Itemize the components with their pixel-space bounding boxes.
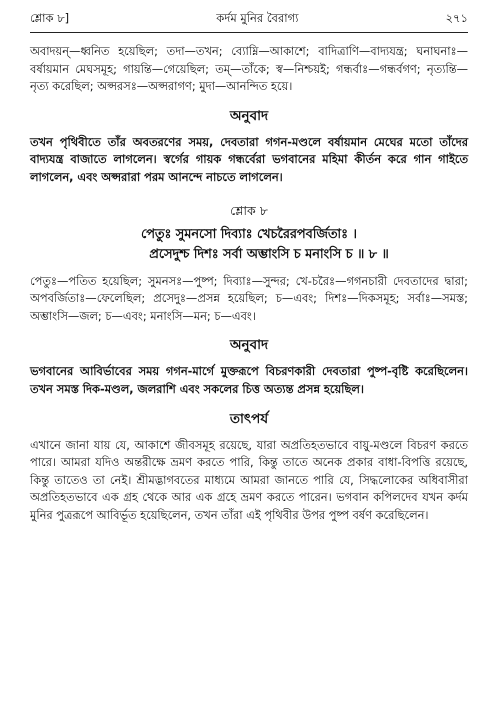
purport-text: এখানে জানা যায় যে, আকাশে জীবসমূহ রয়েছে, যারা অপ্রতিহতভাবে বায়ু-মণ্ডলে বিচরণ করতে পারে। আমরা যদিও অন্তরীক্ষে ভ্রমণ করতে পারি, কিন্তু তাতে অনেক প্রকার বাধা-বিপত্তি রয়েছে, কিন্তু তাতেও তা নেই। শ্রীমদ্ভাগবতের মাধ্যমে আমরা জানতে পারি যে, সিদ্ধলোকের অধিবাসীরা অপ্রতিহতভাবে এক গ্রহ থেকে আর এক গ্রহে ভ্রমণ করতে পারেন। ভগবান কপিলদেব যখন কর্দম মুনির পুত্ররূপে আবির্ভূত হয়েছিলেন, তখন তাঁরা এই পৃথিবীর উপর পুষ্প বর্ষণ করেছিলেন।	[30, 437, 468, 522]
word-meaning-verse: পেতুঃ—পতিত হয়েছিল; সুমনসঃ—পুষ্প; দিব্যাঃ—সুন্দর; খে-চরৈঃ—গগনচারী দেবতাদের দ্বারা; অপবর্জিতাঃ—ফেলেছিল; প্রসেদুঃ—প্রসন্ন হয়েছিল; চ—এবং; দিশঃ—দিকসমূহ; সর্বাঃ—সমস্ত; অম্ভাংসি—জল; চ—এবং; মনাংসি—মন; চ—এবং।	[30, 273, 468, 323]
verse-line-1: পেতুঃ সুমনসো দিব্যাঃ খেচরৈরপবর্জিতাঃ ।	[141, 226, 357, 242]
word-meaning-top: অবাদয়ন্—ধ্বনিত হয়েছিল; তদা—তখন; ব্যোম্নি—আকাশে; বাদিত্রাণি—বাদ্যযন্ত্র; ঘনাঘনাঃ—বর্ষায়মান মেঘসমূহ; গায়ন্তি—গেয়েছিল; তম্—তাঁকে; স্ব—নিশ্চয়ই; গন্ধর্বাঃ—গন্ধর্বগণ; নৃত্যন্তি—নৃত্য করেছিল; অপ্সরসঃ—অপ্সরাগণ; মুদা—আনন্দিত হয়ে।	[30, 44, 468, 94]
verse-heading: শ্লোক ৮	[230, 202, 268, 218]
header-verse-ref: শ্লোক ৮]	[30, 11, 70, 25]
translation-heading-2: অনুবাদ	[229, 337, 269, 354]
translation-text-2: ভগবানের আবির্ভাবের সময় গগন-মার্গে মুক্তরূপে বিচরণকারী দেবতারা পুষ্প-বৃষ্টি করেছিলেন। তখন সমস্ত দিক-মণ্ডল, জলরাশি এবং সকলের চিত্ত অত্যন্ত প্রসন্ন হয়েছিল।	[30, 364, 468, 396]
translation-heading-1: অনুবাদ	[229, 107, 269, 124]
verse-block	[30, 225, 468, 265]
header-page-number: ২৭১	[445, 11, 468, 25]
book-page	[30, 10, 468, 525]
header-chapter-title: কর্দম মুনির বৈরাগ্য	[216, 11, 299, 25]
translation-text-1: তখন পৃথিবীতে তাঁর অবতরণের সময়, দেবতারা গগন-মণ্ডলে বর্ষায়মান মেঘের মতো তাঁদের বাদ্যযন্ত্র বাজাতে লাগলেন। স্বর্গের গায়ক গন্ধর্বেরা ভগবানের মহিমা কীর্তন করে গান গাইতে লাগলেন, এবং অপ্সরারা পরম আনন্দে নাচতে লাগলেন।	[30, 134, 468, 184]
verse-line-2: প্রসেদুশ্চ দিশঃ সর্বা অম্ভাংসি চ মনাংসি চ ॥ ৮ ॥	[149, 246, 389, 262]
running-header	[30, 10, 468, 33]
purport-heading: তাৎপর্য	[229, 410, 269, 427]
